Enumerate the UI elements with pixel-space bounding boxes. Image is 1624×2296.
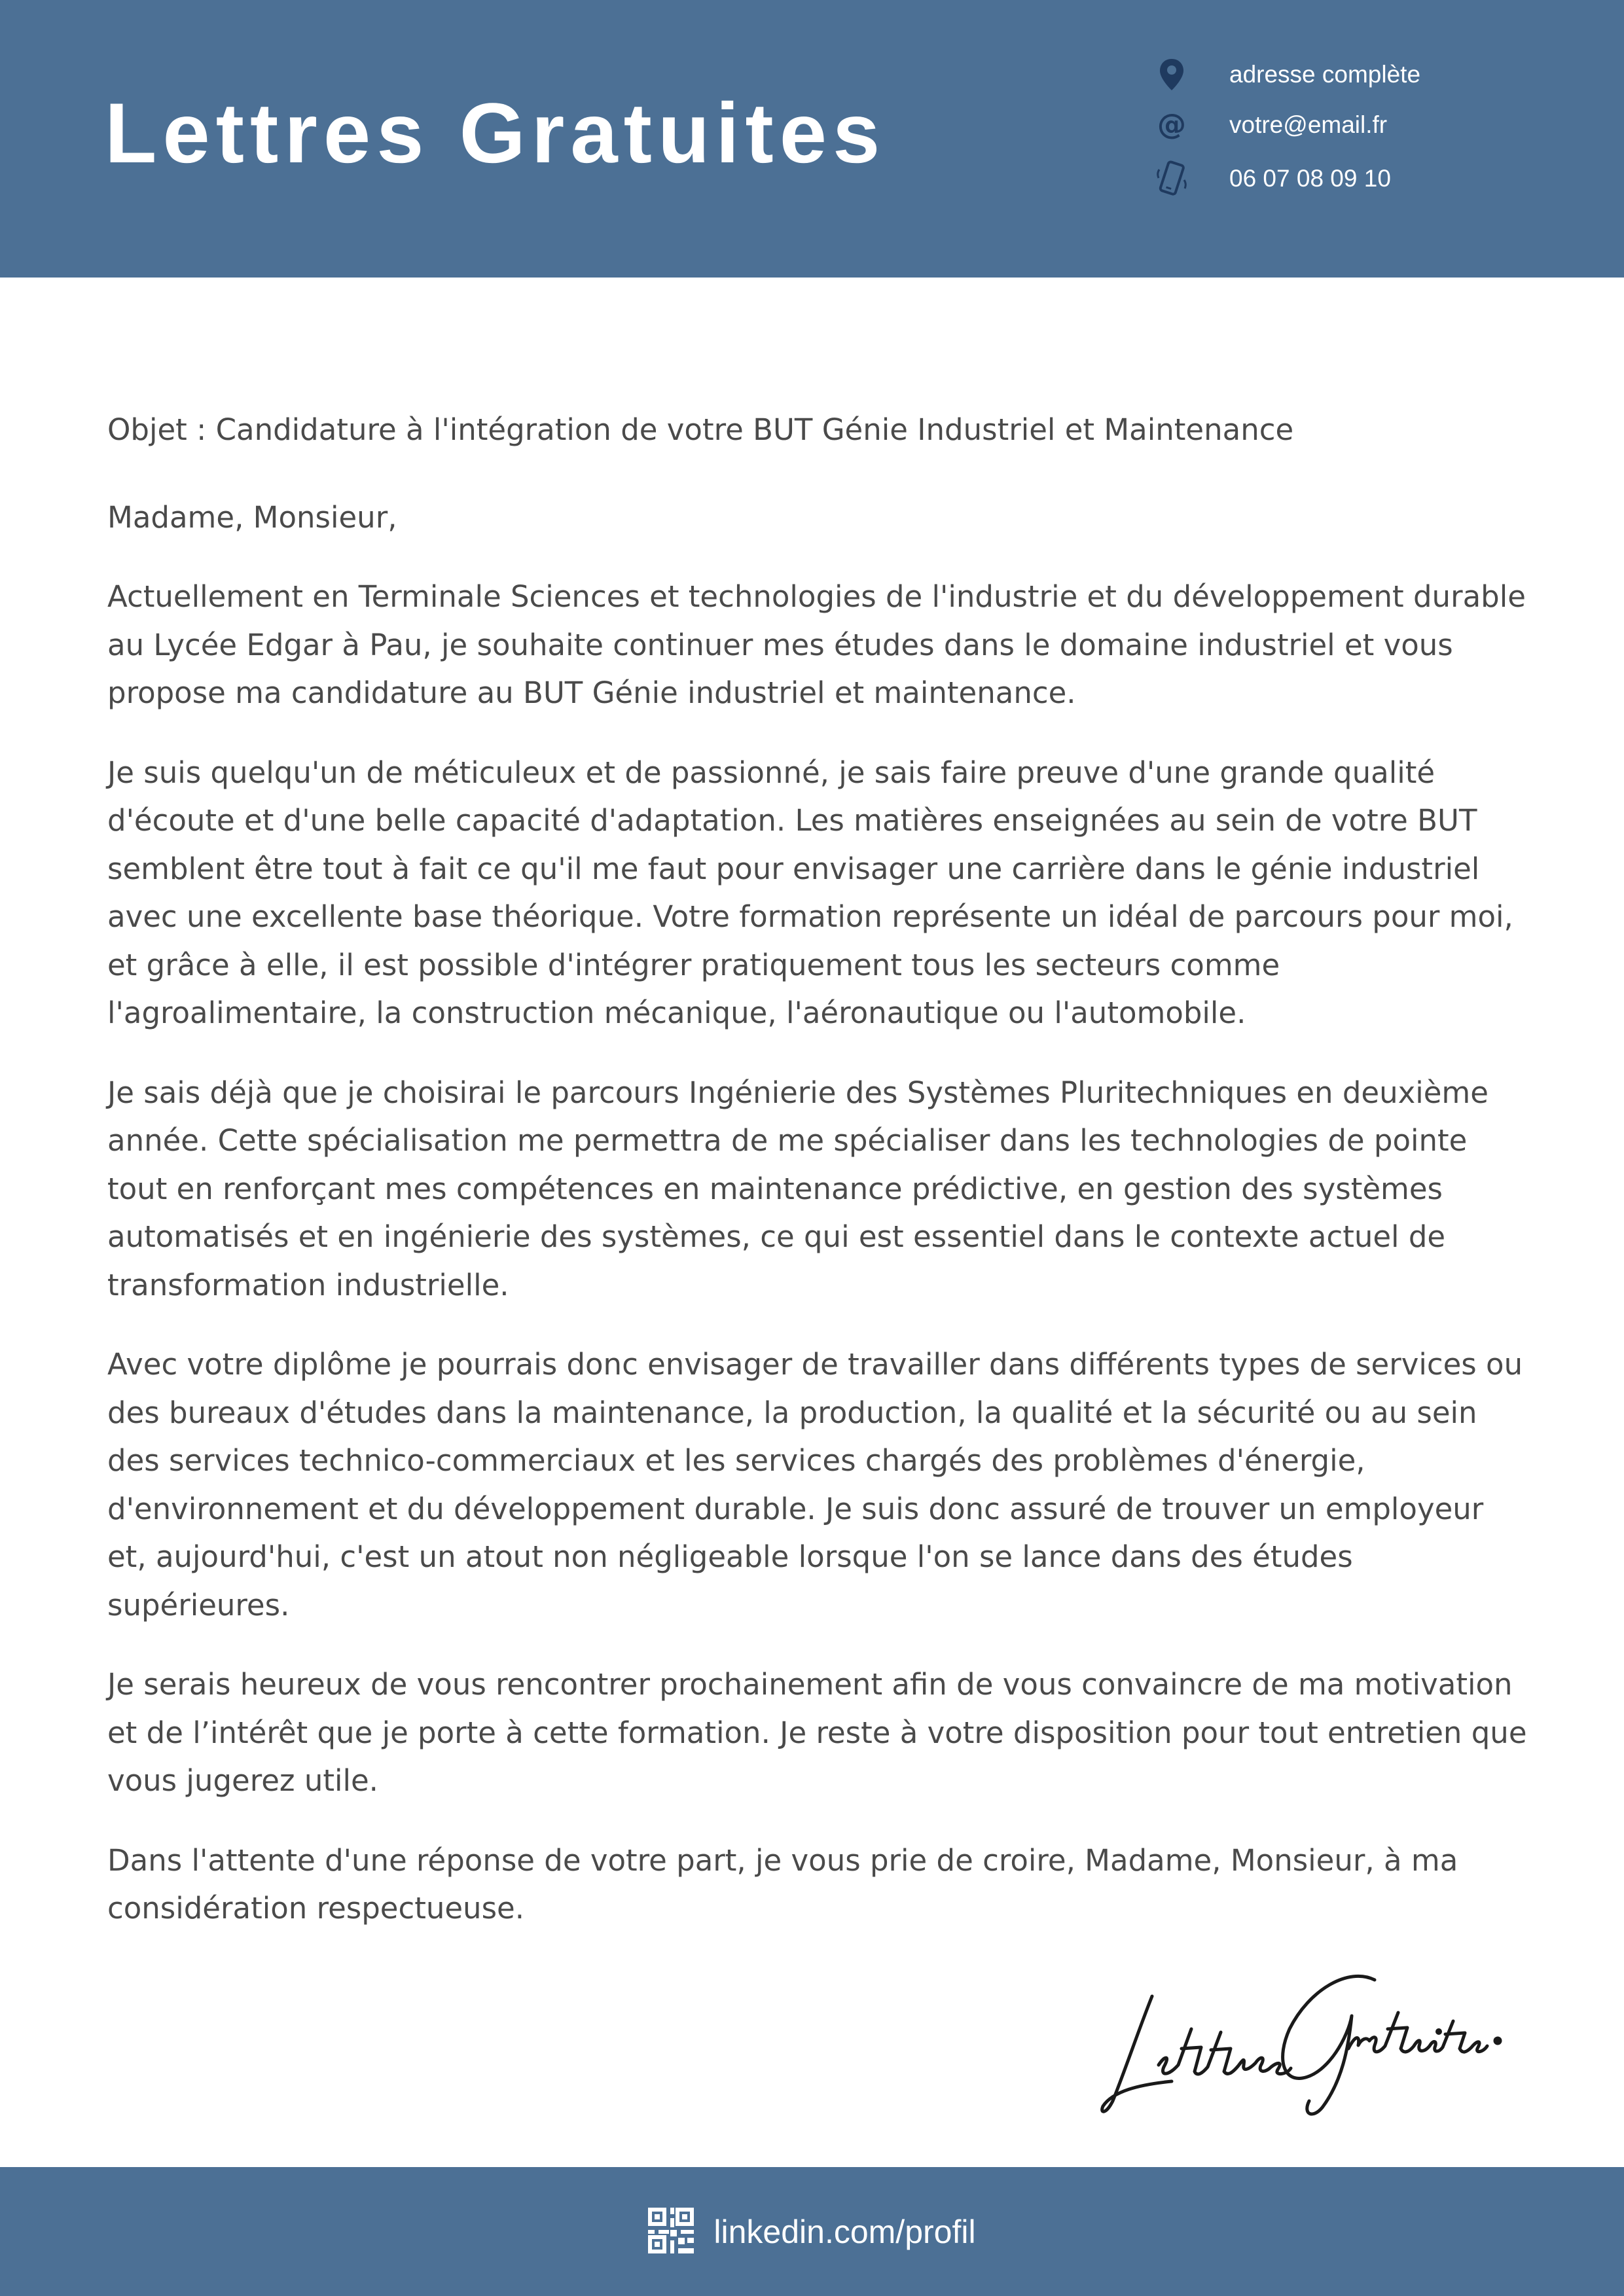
letter-paragraph: Je suis quelqu'un de méticuleux et de passionné, je sais faire preuve d'une grande qualité d'écoute et d'une belle capacité d'adaptation. Les matières enseignées au sein de votre BUT semblent être tout à fait ce qu'il me faut pour envisager une carrière dans le génie industriel avec une excellente base théorique. Votre formation représente un idéal de parcours pour moi, et grâce à elle, il est possible d'intégrer pratiquement tous les secteurs comme l'agroalimentaire, la construction mécanique, l'aéronautique ou l'automobile. bbox=[107, 755, 1513, 1030]
footer-band bbox=[0, 2167, 1624, 2296]
map-pin-icon bbox=[1152, 52, 1191, 98]
qr-code-icon bbox=[648, 2208, 694, 2256]
phone-icon bbox=[1152, 156, 1191, 202]
letter-salutation: Madame, Monsieur, bbox=[107, 499, 397, 535]
at-sign-icon: @ bbox=[1157, 108, 1186, 141]
address-text: adresse complète bbox=[1229, 61, 1421, 88]
email-text: votre@email.fr bbox=[1229, 111, 1388, 138]
letter-paragraph: Je sais déjà que je choisirai le parcours Ingénierie des Systèmes Pluritechniques en deuxième année. Cette spécialisation me permettra de me spécialiser dans les technologies de pointe tout en renforçant mes compétences en maintenance prédictive, en gestion des systèmes automatisés et en ingénierie des systèmes, ce qui est essentiel dans le contexte actuel de transformation industrielle. bbox=[107, 1075, 1489, 1302]
phone-text: 06 07 08 09 10 bbox=[1229, 165, 1391, 192]
contact-phone bbox=[1152, 156, 1610, 202]
letter-body bbox=[107, 406, 1528, 1964]
contact-email bbox=[1152, 102, 1610, 148]
letter-closing: Dans l'attente d'une réponse de votre part, je vous prie de croire, Madame, Monsieur, à ma considération respectueuse. bbox=[107, 1842, 1458, 1926]
linkedin-link[interactable]: linkedin.com/profil bbox=[713, 2213, 976, 2250]
contact-address bbox=[1152, 52, 1610, 98]
sender-name: Lettres Gratuites bbox=[105, 85, 886, 181]
header-band bbox=[0, 0, 1624, 278]
letter-paragraph: Actuellement en Terminale Sciences et technologies de l'industrie et du développement durable au Lycée Edgar à Pau, je souhaite continuer mes études dans le domaine industriel et vous propose ma candidature au BUT Génie industriel et maintenance. bbox=[107, 579, 1526, 710]
letter-subject: Objet : Candidature à l'intégration de votre BUT Génie Industriel et Maintenance bbox=[107, 412, 1294, 447]
letter-paragraph: Avec votre diplôme je pourrais donc envisager de travailler dans différents types de services ou des bureaux d'études dans la maintenance, la production, la qualité et la sécurité ou au sein des services technico-commerciaux et les services chargés des problèmes d'énergie, d'environnement et du développement durable. Je suis donc assuré de trouver un employeur et, aujourd'hui, c'est un atout non négligeable lorsque l'on se lance dans des études supérieures. bbox=[107, 1347, 1523, 1623]
letter-paragraph: Je serais heureux de vous rencontrer prochainement afin de vous convaincre de ma motivation et de l’intérêt que je porte à cette formation. Je reste à votre disposition pour tout entretien que vous jugerez utile. bbox=[107, 1667, 1527, 1798]
handwritten-signature bbox=[1087, 1950, 1506, 2121]
